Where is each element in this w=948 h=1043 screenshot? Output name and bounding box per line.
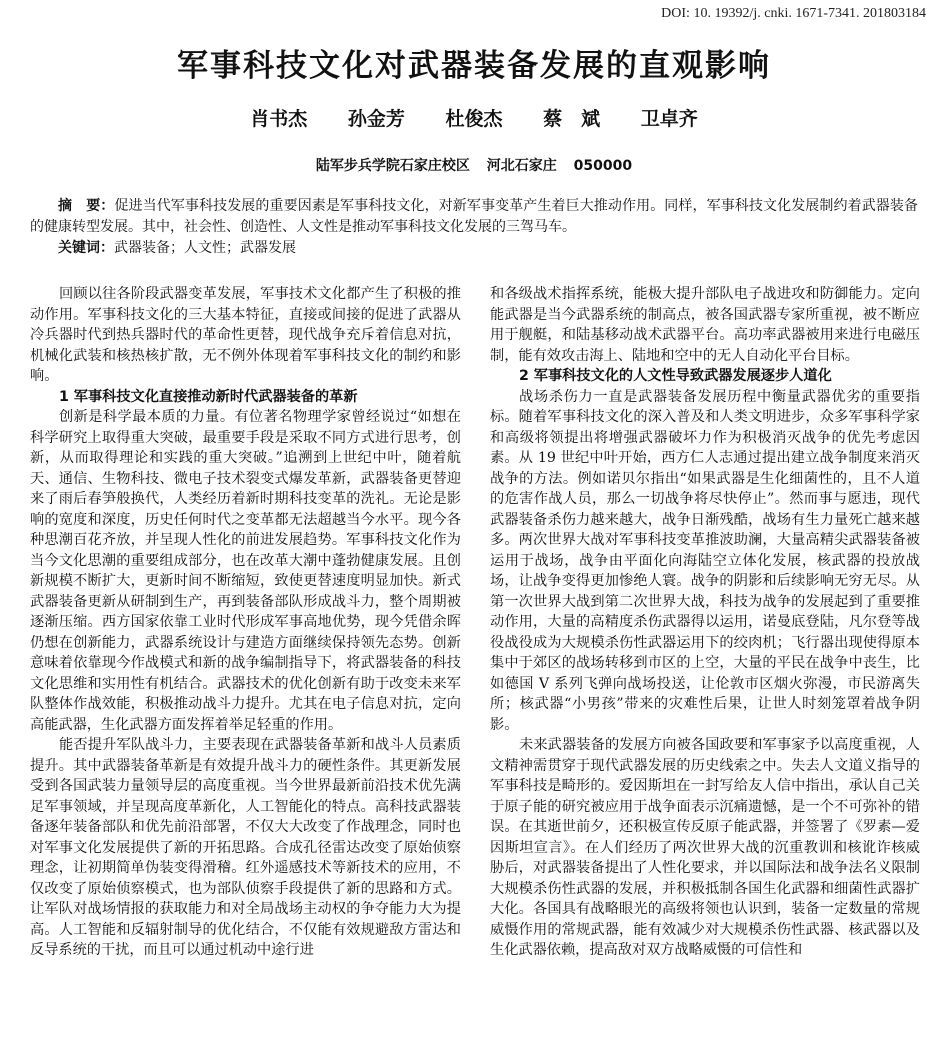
affiliation-city: 河北石家庄 (486, 158, 557, 174)
author-name: 孙金芳 (347, 108, 405, 130)
body-paragraph: 创新是科学最本质的力量。有位著名物理学家曾经说过“如想在科学研究上取得重大突破，最重要手段是采取不同方式进行思考，创新，从而取得理论和实践的重大突破。”追溯到上世纪中叶，随着航天、通信、生物科技、微电子技术裂变式爆发革新，武器装备更替迎来了雨后春笋般换代，人类经历着新时期科技变革的洗礼。无论是影响的宽度和深度，历史任何时代之变革都无法超越当今水平。现今各种思潮百花齐放，并呈现人性化的前进发展趋势。军事科技文化作为当今文化思潮的重要组成部分，也在改革大潮中蓬勃健康发展。且创新规模不断扩大，更新时间不断缩短，致使更替速度明显加快。新式武器装备更新从研制到生产，再到装备部队形成战斗力，整个周期被逐渐压缩。西方国家依靠工业时代形成军事高地优势，现今凭借余晖仍想在创新能力，武器系统设计与建造方面继续保持领先态势。创新意味着依靠现今作战模式和新的战争编制指导下，将武器装备的科技文化思维和实用性有机结合。武器技术的优化创新有助于改变未来军队整体作战效能，积极推动战斗力提升。尤其在电子信息对抗，定向高能武器，生化武器方面发挥着举足轻重的作用。 (30, 409, 461, 733)
affiliation-school: 陆军步兵学院石家庄校区 (315, 158, 470, 174)
keywords-label: 关键词： (58, 240, 114, 256)
abstract-paragraph (30, 196, 918, 238)
author-name: 杜俊杰 (445, 108, 503, 130)
body-paragraph: 能否提升军队战斗力，主要表现在武器装备革新和战斗人员素质提升。其中武器装备革新是有效提升战斗力的硬性条件。其更新发展受到各国武装力量领导层的高度重视。当今世界最新前沿技术优先满足军事领域，并呈现高度革新化，人工智能化的特点。高科技武器装备逐年装备部队和优先前沿部署，不仅大大改变了作战理念，同时也对军事文化发展提供了新的开拓思路。合成孔径雷达改变了原始侦察理念，让初期简单伪装变得滑稽。红外遥感技术等新技术的应用，不仅改变了原始侦察模式，也为部队侦察手段提供了新的思路和方式。让军队对战场情报的获取能力和对全局战场主动权的争夺能力大为提高。人工智能和反辐射制导的优化结合，不仅能有效规避敌方雷达和反导系统的干扰，而且可以通过机动中途行进 (30, 737, 461, 958)
continued-paragraph: 和各级战术指挥系统，能极大提升部队电子战进攻和防御能力。定向能武器是当今武器系统的制高点，被各国武器专家所重视，被不断应用于舰艇，和陆基移动战术武器平台。高功率武器被用来进行电磁压制，能有效攻击海上、陆地和空中的无人自动化平台目标。 (490, 286, 920, 364)
intro-paragraph: 回顾以往各阶段武器变革发展，军事技术文化都产生了积极的推动作用。军事科技文化的三大基本特征，直接或间接的促进了武器从冷兵器时代到热兵器时代的革命性更替，现代战争充斥着信息对抗，机械化武装和核热核扩散，无不例外体现着军事科技文化的制约和影响。 (30, 286, 461, 384)
section-heading-2: 2 军事科技文化的人文性导致武器发展逐步人道化 (519, 368, 832, 384)
body-column-left (30, 284, 461, 1043)
author-name: 卫卓齐 (640, 108, 698, 130)
body-paragraph: 战场杀伤力一直是武器装备发展历程中衡量武器优劣的重要指标。随着军事科技文化的深入普及和人类文明进步，众多军事科学家和高级将领提出将增强武器破坏力作为积极消灭战争的优先考虑因素。从 19 世纪中叶开始，西方仁人志通过提出建立战争制度来消灭战争的方法。例如诺贝尔指出“如果武器是生化细菌性的，且不人道的危害作战人员，那么一切战争将尽快停止”。然而事与愿违，现代武器装备杀伤力越来越大，战争日渐残酷，战场有生力量死亡越来越多。两次世界大战对军事科技变革推波助澜，大量高精尖武器装备被运用于战场，战争由平面化向海陆空立体化发展，核武器的投放战场，让战争变得更加惨绝人寰。战争的阴影和后续影响无穷无尽。从第一次世界大战到第二次世界大战，科技为战争的发展起到了重要推动作用，大量的高精度杀伤武器得以运用，诺曼底登陆，凡尔登等战役战役成为大规模杀伤性武器运用下的绞肉机；飞行器出现使得原本集中于郊区的战场转移到市区的上空，大量的平民在战争中丧生，比如德国 V 系列飞弹向战场投送，让伦敦市区烟火弥漫，市民游离失所；核武器“小男孩”带来的灾难性后果，让世人时刻笼罩着战争阴影。 (490, 388, 920, 733)
affiliation (0, 155, 948, 175)
abstract-label: 摘 要： (58, 198, 115, 214)
abstract-block (30, 196, 918, 259)
author-name: 肖书杰 (250, 108, 308, 130)
doi-line: DOI: 10. 19392/j. cnki. 1671-7341. 201803184 (661, 6, 926, 21)
section-heading-1: 1 军事科技文化直接推动新时代武器装备的革新 (59, 388, 358, 405)
affiliation-postcode: 050000 (573, 158, 633, 174)
abstract-text: 促进当代军事科技发展的重要因素是军事科技文化，对新军事变革产生着巨大推动作用。同样，军事科技文化发展制约着武器装备的健康转型发展。其中，社会性、创造性、人文性是推动军事科技文化发展的三驾马车。 (30, 198, 919, 235)
author-list (0, 104, 948, 131)
keywords-text: 武器装备；人文性；武器发展 (114, 240, 296, 256)
paper-title: 军事科技文化对武器装备发展的直观影响 (177, 48, 771, 84)
body-paragraph: 未来武器装备的发展方向被各国政要和军事家予以高度重视，人文精神需贯穿于现代武器发展的历史线索之中。失去人文道义指导的军事科技是畸形的。爱因斯坦在一封写给友人信中指出，承认自己关于原子能的研究被应用于战争面表示沉痛遗憾，是一个不可弥补的错误。在其逝世前夕，还积极宣传反原子能武器，并签署了《罗素—爱因斯坦宣言》。在人们经历了两次世界大战的沉重教训和核讹诈核威胁后，对武器装备提出了人性化要求，并以国际法和战争法名义限制大规模杀伤性武器的发展，并积极抵制各国生化武器和细菌性武器扩大化。各国具有战略眼光的高级将领也认识到，装备一定数量的常规威慑作用的常规武器，能有效减少对大规模杀伤性武器、核武器以及生化武器依赖，提高敌对双方战略威慑的可信性和 (490, 737, 920, 958)
body-column-right (490, 284, 920, 1043)
author-name: 蔡 斌 (543, 108, 601, 130)
keywords-paragraph (30, 238, 918, 259)
